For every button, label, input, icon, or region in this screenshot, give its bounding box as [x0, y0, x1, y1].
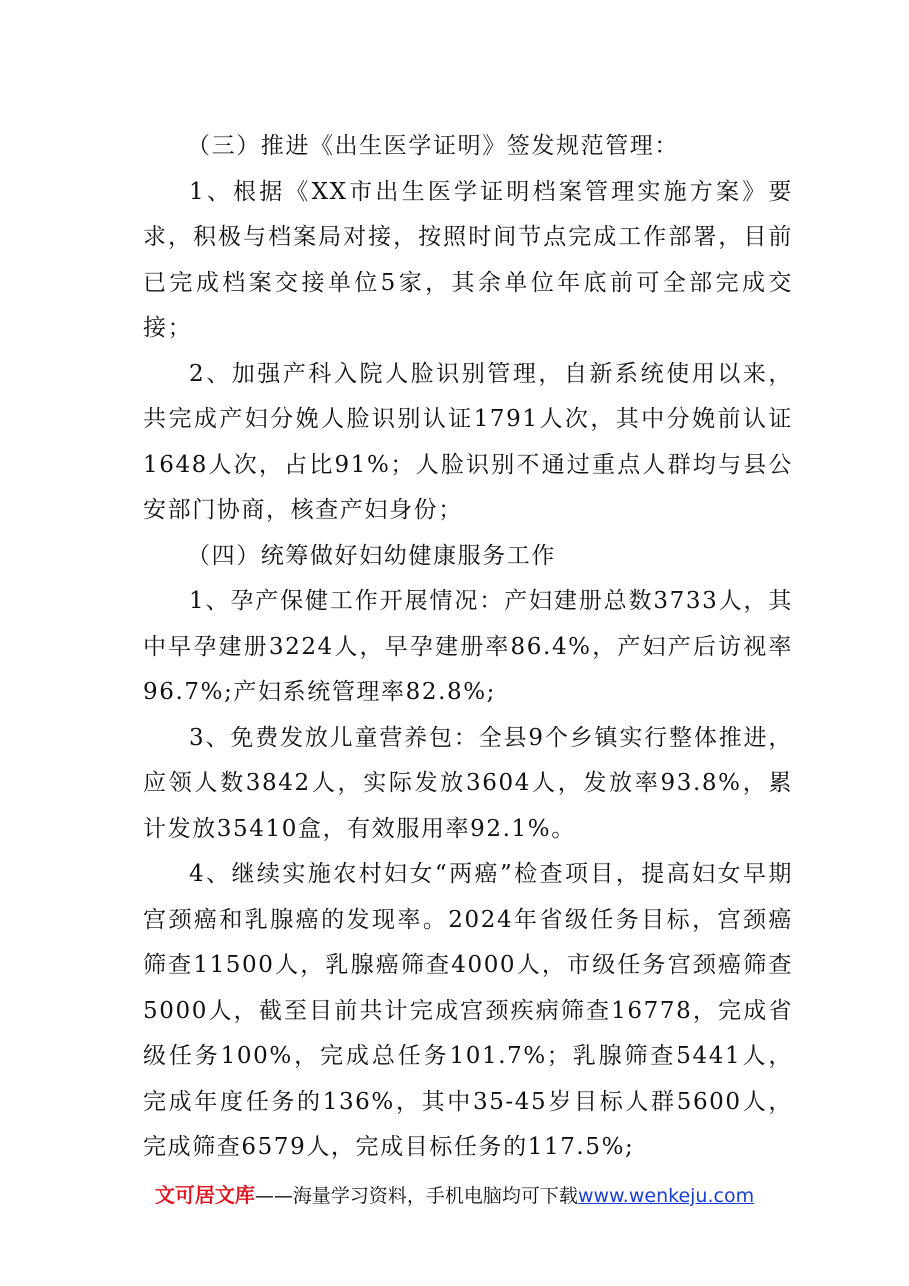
- footer-banner: [0, 1180, 909, 1211]
- paragraph-maternal-care: 1、孕产保健工作开展情况：产妇建册总数3733人，其中早孕建册3224人，早孕建册率86.4%，产妇产后访视率96.7%;产妇系统管理率82.8%;: [143, 588, 793, 705]
- section-heading-3: （三）推进《出生医学证明》签发规范管理：: [187, 133, 679, 159]
- section-heading-4: （四）统筹做好妇幼健康服务工作: [187, 542, 556, 569]
- document-body: [143, 124, 793, 1171]
- footer-slogan: ——海量学习资料，手机电脑均可下载: [254, 1185, 578, 1207]
- footer-link[interactable]: www.wenkeju.com: [577, 1185, 755, 1207]
- paragraph-nutrition-pack: 3、免费发放儿童营养包：全县9个乡镇实行整体推进，应领人数3842人，实际发放3604人，发放率93.8%，累计发放35410盒，有效服用率92.1%。: [143, 724, 793, 842]
- paragraph-archive: 1、根据《XX市出生医学证明档案管理实施方案》要求，积极与档案局对接，按照时间节点完成工作部署，目前已完成档案交接单位5家，其余单位年底前可全部完成交接；: [143, 178, 793, 341]
- paragraph-cancer-screening: 4、继续实施农村妇女“两癌”检查项目，提高妇女早期宫颈癌和乳腺癌的发现率。2024年省级任务目标，宫颈癌筛查11500人，乳腺癌筛查4000人，市级任务宫颈癌筛查5000人，截至目前共计完成宫颈疾病筛查16778，完成省级任务100%，完成总任务101.7%；乳腺筛查5441人，完成年度任务的136%，其中35-45岁目标人群5600人，完成筛查6579人，完成目标任务的117.5%;: [143, 861, 793, 1160]
- paragraph-face-recognition: 2、加强产科入院人脸识别管理，自新系统使用以来，共完成产妇分娩人脸识别认证1791人次，其中分娩前认证1648人次，占比91%；人脸识别不通过重点人群均与县公安部门协商，核查产妇身份；: [143, 360, 793, 523]
- footer-brand: 文可居文库: [154, 1183, 255, 1207]
